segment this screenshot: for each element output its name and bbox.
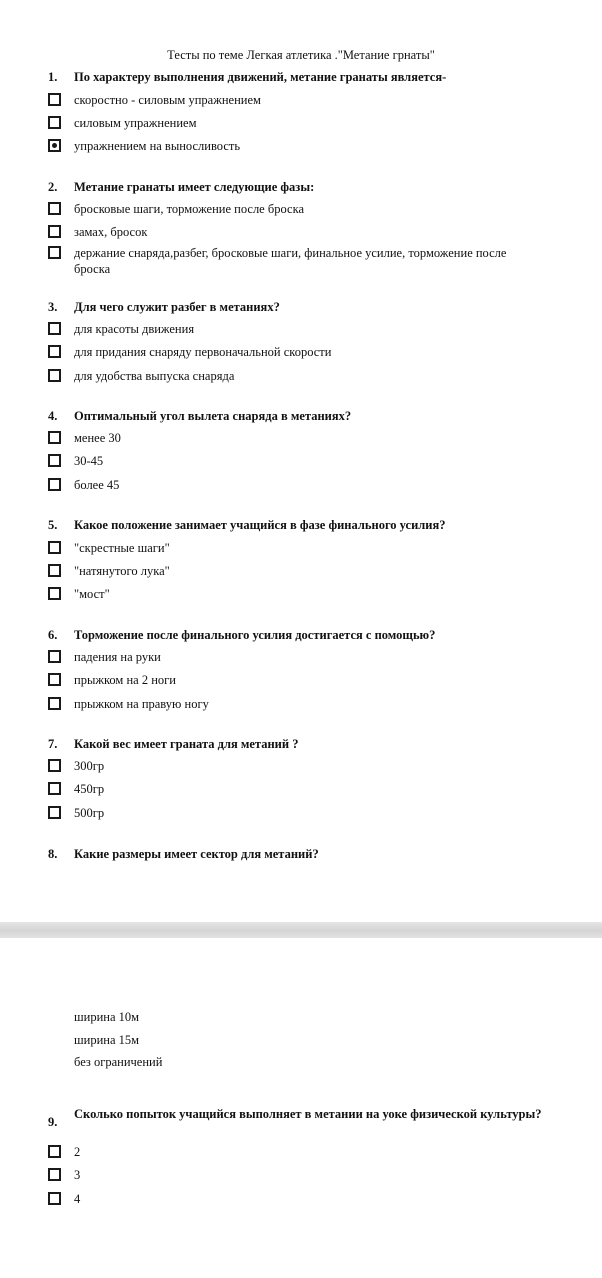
option-label: для удобства выпуска снаряда — [74, 369, 235, 383]
option-label: 300гр — [74, 759, 105, 773]
option-label: силовым упражнением — [74, 116, 197, 130]
answer-checkbox[interactable] — [48, 345, 61, 358]
question-text: Для чего служит разбег в метаниях? — [74, 300, 280, 314]
answer-checkbox[interactable] — [48, 454, 61, 467]
answer-checkbox[interactable] — [48, 225, 61, 238]
option-label: 450гр — [74, 782, 105, 796]
answer-checkbox[interactable] — [48, 587, 61, 600]
answer-checkbox[interactable] — [48, 1192, 61, 1205]
question-number: 8. — [48, 847, 58, 861]
answer-checkbox[interactable] — [48, 759, 61, 772]
option-label: 30-45 — [74, 454, 104, 468]
question-text: Торможение после финального усилия достигается с помощью? — [74, 628, 436, 642]
answer-checkbox-checked[interactable] — [48, 139, 61, 152]
answer-checkbox[interactable] — [48, 369, 61, 382]
option-label: 500гр — [74, 806, 105, 820]
option-label: для придания снаряду первоначальной скорости — [74, 345, 332, 359]
answer-checkbox[interactable] — [48, 1168, 61, 1181]
answer-checkbox[interactable] — [48, 93, 61, 106]
option-label: прыжком на правую ногу — [74, 697, 209, 711]
option-label: 2 — [74, 1145, 81, 1159]
document-page-2 — [0, 938, 602, 1278]
option-label: падения на руки — [74, 650, 161, 664]
question-number: 2. — [48, 180, 58, 194]
answer-checkbox[interactable] — [48, 478, 61, 491]
option-label: ширина 15м — [74, 1033, 140, 1047]
answer-checkbox[interactable] — [48, 202, 61, 215]
option-label: 4 — [74, 1192, 81, 1206]
answer-checkbox[interactable] — [48, 806, 61, 819]
answer-checkbox[interactable] — [48, 697, 61, 710]
question-text: Какое положение занимает учащийся в фазе финального усилия? — [74, 518, 446, 532]
option-label: скоростно - силовым упражнением — [74, 93, 261, 107]
page-break — [0, 922, 602, 938]
answer-checkbox[interactable] — [48, 1145, 61, 1158]
answer-checkbox[interactable] — [48, 564, 61, 577]
question-number: 6. — [48, 628, 58, 642]
option-label: замах, бросок — [74, 225, 148, 239]
question-number: 1. — [48, 70, 58, 84]
option-label: 3 — [74, 1168, 81, 1182]
question-text: Метание гранаты имеет следующие фазы: — [74, 180, 315, 194]
option-label: упражнением на выносливость — [74, 139, 241, 153]
option-label: бросковые шаги, торможение после броска — [74, 202, 305, 216]
question-text: Какие размеры имеет сектор для метаний? — [74, 847, 319, 861]
question-number: 9. — [48, 1115, 58, 1129]
question-number: 5. — [48, 518, 58, 532]
option-label: держание снаряда,разбег, бросковые шаги, финальное усилие, торможение после броска — [74, 246, 507, 276]
question-text: Оптимальный угол вылета снаряда в метаниях? — [74, 409, 352, 423]
option-label: "мост" — [74, 587, 110, 601]
option-label: для красоты движения — [74, 322, 195, 336]
question-number: 3. — [48, 300, 58, 314]
question-text: По характеру выполнения движений, метание гранаты является- — [74, 70, 447, 84]
answer-checkbox[interactable] — [48, 782, 61, 795]
option-label: менее 30 — [74, 431, 121, 445]
option-label: без ограничений — [74, 1055, 163, 1069]
question-text: Какой вес имеет граната для метаний ? — [74, 737, 299, 751]
question-text: Сколько попыток учащийся выполняет в метании на уоке физической культуры? — [74, 1107, 542, 1121]
answer-checkbox[interactable] — [48, 541, 61, 554]
option-label: прыжком на 2 ноги — [74, 673, 176, 687]
answer-checkbox[interactable] — [48, 650, 61, 663]
question-number: 7. — [48, 737, 58, 751]
answer-checkbox[interactable] — [48, 431, 61, 444]
question-number: 4. — [48, 409, 58, 423]
option-label: более 45 — [74, 478, 120, 492]
document-title: Тесты по теме Легкая атлетика ."Метание грнаты" — [167, 48, 435, 62]
answer-checkbox[interactable] — [48, 246, 61, 259]
answer-checkbox[interactable] — [48, 322, 61, 335]
answer-checkbox[interactable] — [48, 116, 61, 129]
option-label: ширина 10м — [74, 1010, 140, 1024]
option-label: "натянутого лука" — [74, 564, 170, 578]
option-label: "скрестные шаги" — [74, 541, 170, 555]
answer-checkbox[interactable] — [48, 673, 61, 686]
